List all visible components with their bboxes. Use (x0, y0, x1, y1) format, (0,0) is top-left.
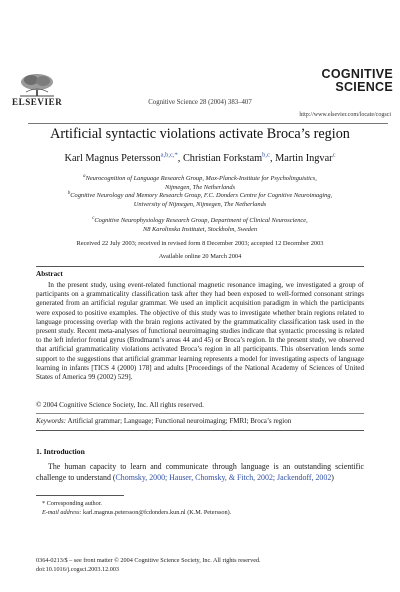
affiliation-line: Neurocognition of Language Research Group, Max-Planck-Institute for Psycholinguistics, (85, 175, 317, 183)
author-name: Karl Magnus Petersson (64, 153, 161, 164)
author-affiliation-marks[interactable]: c (332, 151, 336, 159)
footnote-text: Corresponding author. (46, 500, 102, 507)
journal-logo (283, 68, 393, 94)
abstract-text: In the present study, using event-related functional magnetic resonance imaging, we investigated a group of participants on a grammaticality classification task after they had been exposed to well-formed consonant strings generated from an artificial regular grammar. We used an implicit acquisition paradigm in which the participants were exposed to positive examples. The objective of this study was to investigate whether brain regions related to language processing overlap with the brain regions activated by the grammaticality classification task used in the present study. Recent meta-analyses of functional neuroimaging studies indicate that syntactic processing is related to the left inferior frontal gyrus (Brodmann’s areas 44 and 45) or Broca’s region. In the present study, we observed that artificial grammaticality violations activated Broca’s region in all participants. This observation lends some support to the suggestions that artificial grammar learning represents a model for investigating aspects of language learning in infants [TICS 4 (2000) 178] and adults [Proceedings of the National Academy of Sciences of United States of America 99 (2002) 529]. (36, 281, 364, 382)
journal-logo-line2: SCIENCE (335, 80, 393, 94)
intro-paragraph (36, 461, 364, 484)
journal-citation: Cognitive Science 28 (2004) 383–407 (148, 99, 252, 106)
abstract-copyright: © 2004 Cognitive Science Society, Inc. All rights reserved. (36, 401, 204, 409)
issn-line: 0364-0213/$ – see front matter © 2004 Cognitive Science Society, Inc. All rights reserved. (36, 557, 261, 564)
abstract-bottom-divider (36, 430, 364, 431)
affiliation-line: Cognitive Neurology and Memory Research Group, F.C. Donders Centre for Cognitive Neuroimaging, (70, 192, 333, 200)
keywords-list: Artificial grammar; Language; Functional neuroimaging; FMRI; Broca’s region (67, 417, 292, 425)
doi-line[interactable]: doi:10.1016/j.cogsci.2003.12.003 (36, 566, 120, 573)
keywords (36, 417, 364, 425)
email-label: E-mail address: (42, 509, 82, 516)
email-address[interactable]: karl.magnus.petersson@fcdonders.kun.nl (K.M. Petersson). (83, 509, 232, 516)
author-name: Martin Ingvar (275, 153, 333, 164)
publisher-name: ELSEVIER (12, 97, 63, 107)
section-heading: 1. Introduction (36, 447, 85, 456)
affiliation-line: Cognitive Neurophysiology Research Group, Department of Clinical Neuroscience, (94, 217, 308, 225)
intro-text: The human capacity to learn and communicate through language is an outstanding scientific challenge to understand ( (36, 462, 364, 483)
header-divider (28, 123, 388, 124)
elsevier-tree-logo (14, 72, 60, 98)
affiliation (0, 215, 400, 234)
author-list (0, 153, 400, 164)
footnote-email (36, 509, 364, 517)
keywords-label: Keywords: (36, 417, 67, 425)
article-dates: Received 22 July 2003; received in revised form 8 December 2003; accepted 12 December 2003 (76, 240, 324, 247)
online-date: Available online 20 March 2004 (158, 253, 242, 260)
affiliation-line: University of Nijmegen, Nijmegen, The Netherlands (133, 200, 267, 208)
keywords-divider (36, 413, 364, 414)
author-separator: , (269, 153, 276, 164)
affiliation-mark: c (92, 216, 95, 221)
citation-links[interactable]: Chomsky, 2000; Hauser, Chomsky, & Fitch, 2002; Jackendoff, 2002 (115, 473, 332, 483)
author-name: Christian Forkstam (182, 153, 263, 164)
abstract-top-divider (36, 266, 364, 267)
author-affiliation-marks[interactable]: a,b,c,* (160, 151, 178, 159)
article-title: Artificial syntactic violations activate Broca’s region (50, 126, 350, 142)
author-affiliation-marks[interactable]: b,c (262, 151, 270, 159)
journal-logo-line1: COGNITIVE (321, 67, 393, 81)
abstract-heading: Abstract (36, 270, 63, 278)
journal-url[interactable]: http://www.elsevier.com/locate/cogsci (299, 112, 391, 118)
affiliation-line: N8 Karolinska Institutet, Stockholm, Sweden (142, 225, 258, 233)
footnote-divider (36, 495, 124, 496)
author-separator: , (177, 153, 183, 164)
affiliation-mark: a (83, 174, 86, 179)
intro-text-end: ) (331, 473, 334, 483)
footnote-corresponding: * Corresponding author. (42, 500, 102, 507)
affiliation-line: Nijmegen, The Netherlands (164, 183, 236, 191)
affiliation-mark: b (67, 191, 71, 196)
affiliation (0, 190, 400, 209)
